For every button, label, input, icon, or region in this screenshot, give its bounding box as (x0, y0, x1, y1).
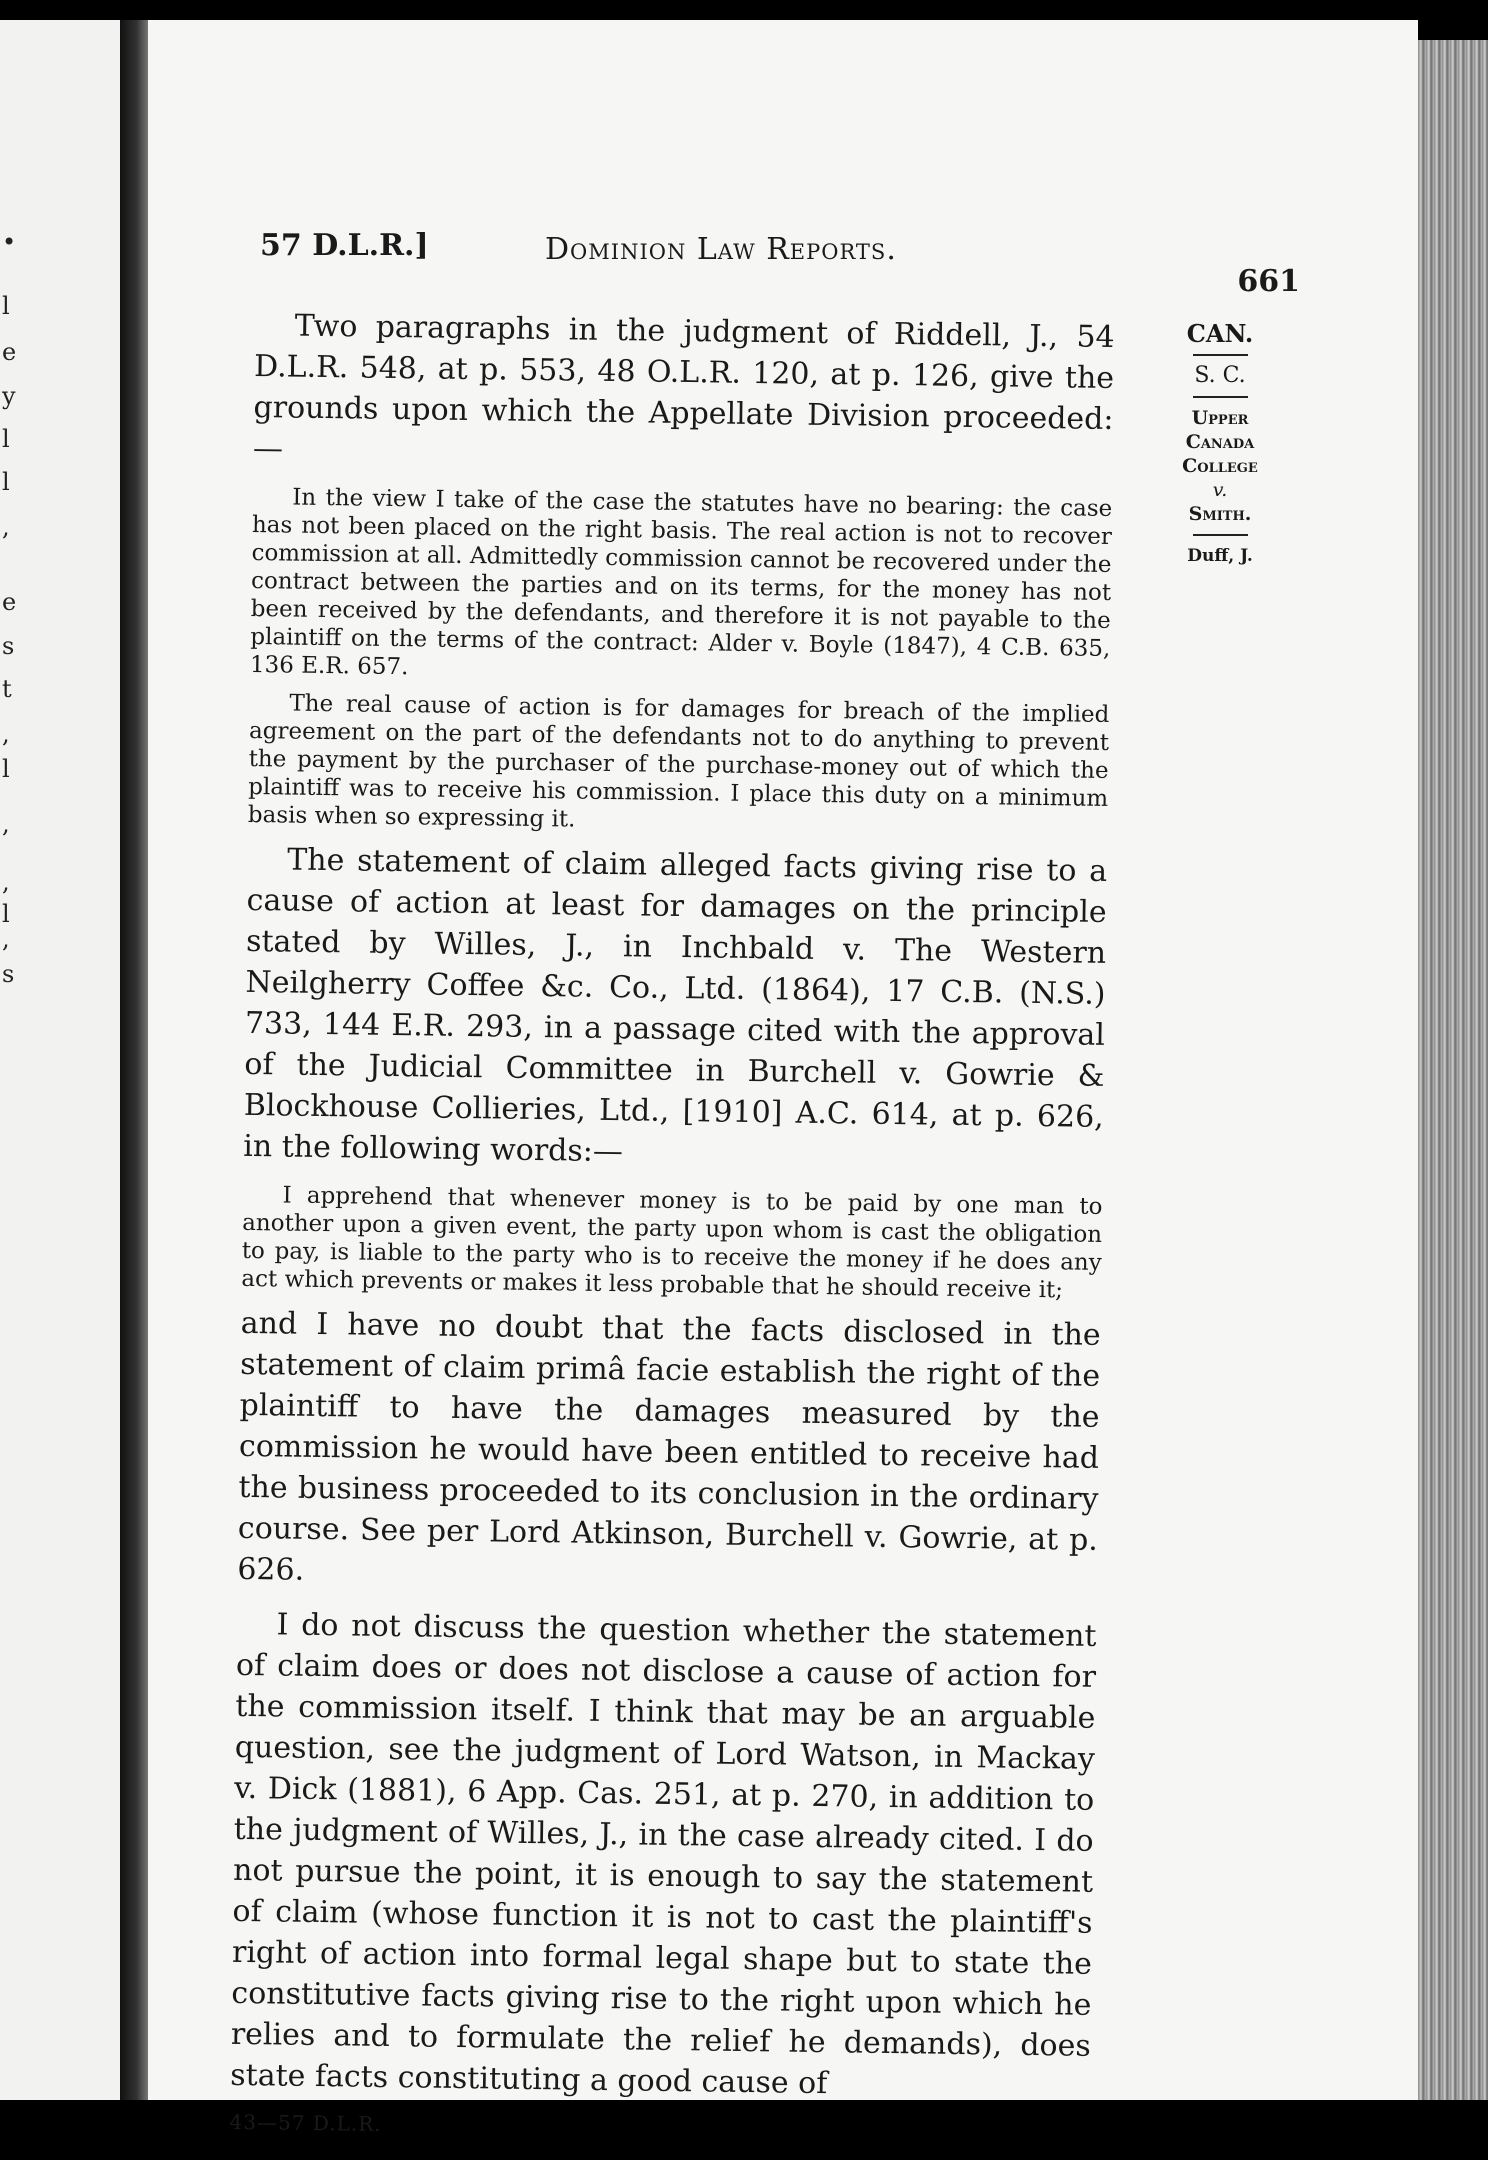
sidenote-rule (1193, 396, 1248, 398)
sidenote-party1-line2: Canada (1185, 431, 1255, 453)
page-stack-edge (1418, 40, 1488, 2100)
book-gutter (120, 20, 148, 2100)
left-fragment: l (2, 755, 10, 783)
sidenote-party1-line3: College (1182, 455, 1258, 477)
left-fragment: y (2, 382, 16, 410)
left-fragment: • (2, 228, 17, 256)
left-fragment: s (2, 960, 15, 988)
paragraph: I do not discuss the question whether the statement of claim does or does not disclose a cause of action for the commission itself. I think that may be an arguable question, see the judgment of Lord Watson, in Mackay v. Dick (1881), 6 App. Cas. 251, at p. 270, in addition to the judgment of Willes, J., in the case already cited. I do not pursue the point, it is enough to say the statement of claim (whose function it is not to cast the plaintiff's right of action into formal legal shape but to state the constitutive facts giving rise to the right upon which he relies and to formulate the relief he demands), does state facts constituting a good cause of (230, 1607, 1097, 2102)
paragraph: The statement of claim alleged facts giving rise to a cause of action at least for damages on the principle stated by Willes, J., in Inchbald v. The Western Neilgherry Coffee &c. Co., Ltd. (1864), 17 C.B. (N.S.) 733, 144 E.R. 293, in a passage cited with the approval of the Judicial Committee in Burchell v. Gowrie & Blockhouse Collieries, Ltd., [1910] A.C. 614, at p. 626, in the following words:— (243, 842, 1108, 1170)
sidenote-rule (1193, 354, 1248, 356)
sidenote-rule (1193, 534, 1248, 536)
sidenote-country: CAN. (1186, 319, 1254, 348)
block-quote: I apprehend that whenever money is to be paid by one man to another upon a given event, the party upon whom is cast the obligation to pay, is liable to the party who is to receive the money if he does any act which prevents or makes it less probable that he should receive it; (241, 1182, 1103, 1304)
page-number: 661 (1237, 264, 1300, 299)
running-header (260, 228, 1300, 299)
left-fragment: l (2, 468, 10, 496)
body-text (229, 305, 1114, 2146)
signature-mark: 43—57 D.L.R. (229, 2109, 382, 2136)
header-volume: 57 D.L.R.] (260, 228, 429, 263)
left-page (0, 20, 120, 2100)
sidenote-judge: Duff, J. (1187, 546, 1253, 566)
left-fragment: l (2, 900, 10, 928)
paragraph: Two paragraphs in the judgment of Riddell, J., 54 D.L.R. 548, at p. 553, 48 O.L.R. 120, at p. 126, give the grounds upon which the Appellate Division proceeded:— (252, 308, 1115, 467)
left-fragment: s (2, 632, 15, 660)
left-fragment: , (2, 720, 10, 748)
left-fragment: , (2, 513, 10, 541)
marginal-note (1165, 319, 1275, 568)
left-fragment: , (2, 810, 10, 838)
sidenote-party1-line1: Upper (1191, 407, 1249, 429)
sidenote-party2: Smith. (1188, 503, 1252, 525)
sidenote-versus: v. (1212, 479, 1228, 501)
left-fragment: , (2, 925, 10, 953)
left-fragment: t (2, 675, 12, 703)
block-quote: The real cause of action is for damages for breach of the implied agreement on the part of the defendants not to do anything to prevent the payment by the purchaser of the purchase-money out of which the plaintiff was to receive his commission. I place this duty on a minimum basis when so expressing it. (247, 690, 1110, 833)
left-fragment: l (2, 292, 10, 320)
left-fragment: l (2, 425, 10, 453)
paragraph: and I have no doubt that the facts disclosed in the statement of claim primâ facie establish the right of the plaintiff to have the damages measured by the commission he would have been entitled to receive had the business proceeded to its conclusion in the ordinary course. See per Lord Atkinson, Burchell v. Gowrie, at p. 626. (237, 1305, 1101, 1588)
header-title: Dominion Law Reports. (545, 232, 897, 267)
block-quote: In the view I take of the case the statutes have no bearing: the case has not been placed on the right basis. The real action is not to recover commission at all. Admittedly commission cannot be recovered under the contract between the parties and on its terms, for the money has not been received by the defendants, and therefore it is not payable to the plaintiff on the terms of the contract: Alder v. Boyle (1847), 4 C.B. 635, 136 E.R. 657. (249, 484, 1113, 681)
left-fragment: e (2, 588, 17, 616)
left-fragment: e (2, 338, 17, 366)
left-fragment: , (2, 868, 10, 896)
left-page-edge-text (0, 20, 120, 2100)
sidenote-court: S. C. (1194, 363, 1246, 388)
